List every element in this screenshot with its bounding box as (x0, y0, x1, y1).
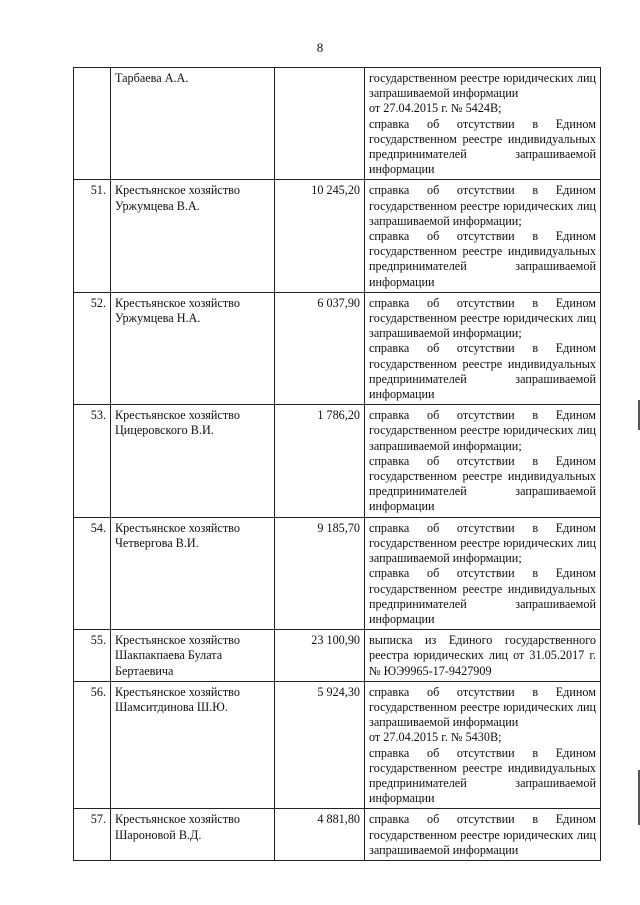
farm-name: Крестьянское хозяйство Уржумцева В.А. (111, 180, 275, 292)
document-paragraph: от 27.04.2015 г. № 5424В; (369, 101, 502, 116)
table-row (74, 292, 601, 404)
documents-description (365, 809, 601, 861)
land-area (275, 68, 365, 180)
farm-name: Крестьянское хозяйство Шамситдинова Ш.Ю. (111, 681, 275, 809)
farm-name: Крестьянское хозяйство Шакпакпаева Булата Бертаевича (111, 630, 275, 682)
applicants-table (73, 67, 601, 861)
document-paragraph: справка об отсутствии в Едином государственном реестре юридических лиц запрашиваемой информации; (369, 408, 596, 453)
table-row (74, 630, 601, 682)
documents-description (365, 681, 601, 809)
farm-name: Крестьянское хозяйство Уржумцева Н.А. (111, 292, 275, 404)
farm-name: Крестьянское хозяйство Цицеровского В.И. (111, 405, 275, 517)
document-paragraph: справка об отсутствии в Едином государственном реестре индивидуальных предпринимателей запрашиваемой информации (369, 745, 596, 806)
row-number: 53. (74, 405, 111, 517)
table-row (74, 405, 601, 517)
documents-description (365, 630, 601, 682)
documents-description (365, 517, 601, 629)
document-paragraph: справка об отсутствии в Едином государственном реестре индивидуальных предпринимателей запрашиваемой информации (369, 453, 596, 514)
land-area: 6 037,90 (275, 292, 365, 404)
row-number: 54. (74, 517, 111, 629)
land-area: 23 100,90 (275, 630, 365, 682)
table-row (74, 68, 601, 180)
documents-description (365, 405, 601, 517)
table-row (74, 809, 601, 861)
table-row (74, 517, 601, 629)
document-paragraph: справка об отсутствии в Едином государственном реестре юридических лиц запрашиваемой информации; (369, 520, 596, 566)
row-number (74, 68, 111, 180)
documents-description (365, 68, 601, 180)
table-body (74, 68, 601, 861)
document-paragraph: справка об отсутствии в Едином государственном реестре индивидуальных предпринимателей запрашиваемой информации (369, 229, 596, 289)
row-number: 51. (74, 180, 111, 292)
farm-name: Тарбаева А.А. (111, 68, 275, 180)
row-number: 52. (74, 292, 111, 404)
document-paragraph: справка об отсутствии в Едином государственном реестре юридических лиц запрашиваемой информации (369, 812, 596, 857)
document-paragraph: справка об отсутствии в Едином государственном реестре индивидуальных предпринимателей запрашиваемой информации (369, 341, 596, 402)
farm-name: Крестьянское хозяйство Шароновой В.Д. (111, 809, 275, 861)
document-paragraph: справка об отсутствии в Едином государственном реестре индивидуальных предпринимателей запрашиваемой информации (369, 566, 596, 626)
document-paragraph: справка об отсутствии в Едином государственном реестре юридических лиц запрашиваемой информации (369, 684, 596, 730)
land-area: 4 881,80 (275, 809, 365, 861)
farm-name: Крестьянское хозяйство Четвергова В.И. (111, 517, 275, 629)
land-area: 9 185,70 (275, 517, 365, 629)
document-paragraph: выписка из Единого государственного реестра юридических лиц от 31.05.2017 г. № ЮЭ9965-17-9427909 (369, 633, 596, 678)
documents-description (365, 292, 601, 404)
row-number: 57. (74, 809, 111, 861)
table-row (74, 681, 601, 809)
document-paragraph: справка об отсутствии в Едином государственном реестре юридических лиц запрашиваемой информации; (369, 295, 596, 341)
row-number: 56. (74, 681, 111, 809)
table-row (74, 180, 601, 292)
land-area: 5 924,30 (275, 681, 365, 809)
page-number: 8 (316, 40, 324, 55)
document-paragraph: справка об отсутствии в Едином государственном реестре индивидуальных предпринимателей запрашиваемой информации (369, 116, 596, 177)
land-area: 10 245,20 (275, 180, 365, 292)
document-paragraph: государственном реестре юридических лиц запрашиваемой информации (369, 71, 596, 101)
document-paragraph: от 27.04.2015 г. № 5430В; (369, 730, 502, 745)
row-number: 55. (74, 630, 111, 682)
documents-description (365, 180, 601, 292)
document-paragraph: справка об отсутствии в Едином государственном реестре юридических лиц запрашиваемой информации; (369, 183, 596, 228)
land-area: 1 786,20 (275, 405, 365, 517)
